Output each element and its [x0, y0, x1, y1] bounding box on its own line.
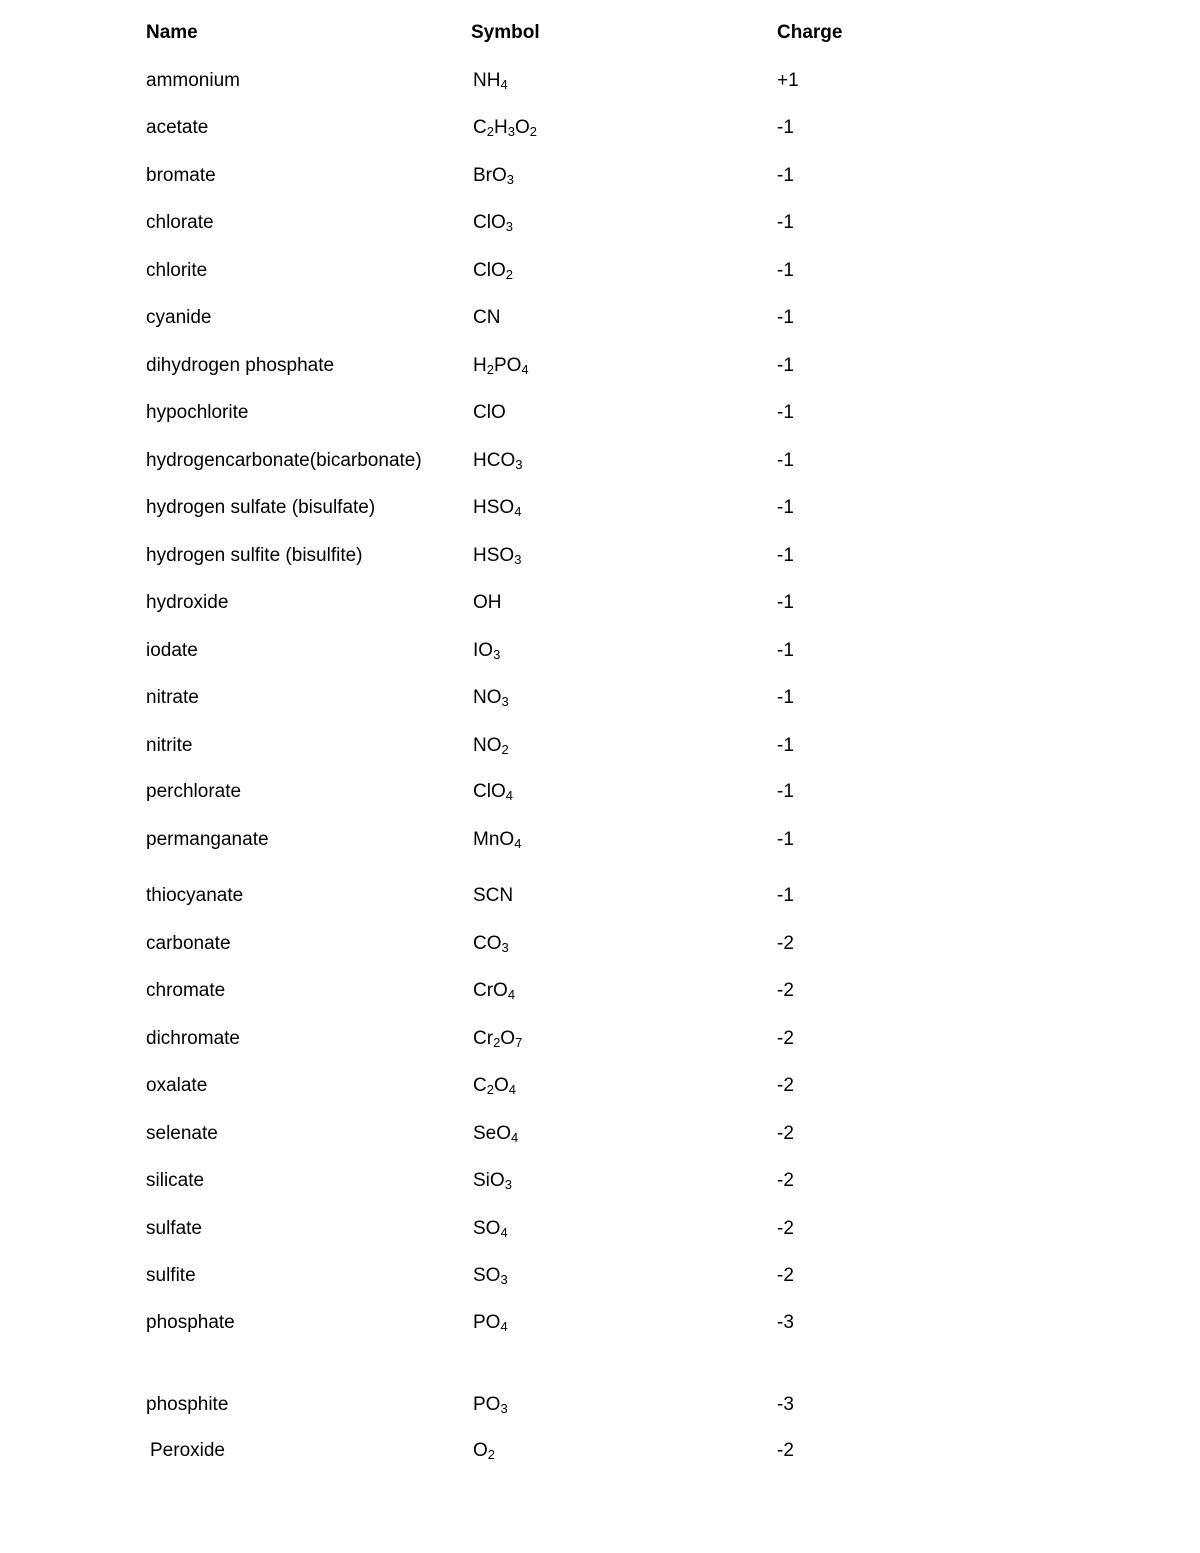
table-row — [0, 256, 1200, 286]
ion-name: chlorite — [146, 260, 208, 281]
ion-symbol — [473, 881, 513, 911]
symbol-text: PO — [473, 1394, 501, 1415]
ion-name: hydrogen sulfite (bisulfite) — [146, 545, 363, 566]
symbol-text: C — [473, 117, 487, 138]
symbol-text: HSO — [473, 497, 515, 518]
ion-name: sulfate — [146, 1218, 202, 1239]
symbol-subscript: 4 — [511, 1130, 519, 1145]
table-row — [0, 1119, 1200, 1149]
ion-charge: -2 — [777, 1123, 794, 1144]
ion-symbol — [473, 1024, 522, 1054]
table-row — [0, 731, 1200, 761]
symbol-text: ClO — [473, 260, 506, 281]
symbol-subscript: 2 — [505, 267, 513, 282]
symbol-subscript: 7 — [515, 1035, 523, 1050]
symbol-text: SeO — [473, 1123, 512, 1144]
ion-symbol — [473, 493, 521, 523]
ion-charge: -2 — [777, 1170, 794, 1191]
ion-charge: -1 — [777, 355, 794, 376]
table-row — [0, 825, 1200, 855]
table-row — [0, 1214, 1200, 1244]
symbol-text: NH — [473, 70, 501, 91]
ion-symbol — [473, 1119, 518, 1149]
table-row — [0, 881, 1200, 911]
table-row — [0, 1166, 1200, 1196]
table-row — [0, 541, 1200, 571]
symbol-text: MnO — [473, 829, 515, 850]
symbol-text: ClO — [473, 212, 506, 233]
ion-symbol — [473, 161, 514, 191]
ion-symbol — [473, 1071, 516, 1101]
ion-name: Peroxide — [150, 1440, 225, 1461]
symbol-subscript: 3 — [501, 940, 509, 955]
ion-name: dichromate — [146, 1028, 240, 1049]
ion-charge: -1 — [777, 497, 794, 518]
table-row — [0, 446, 1200, 476]
symbol-text: PO — [473, 1312, 501, 1333]
symbol-subscript: 4 — [514, 836, 522, 851]
symbol-text: BrO — [473, 165, 507, 186]
ion-symbol — [473, 777, 513, 807]
charge-column-header: Charge — [777, 22, 843, 43]
ion-charge: -1 — [777, 885, 794, 906]
symbol-text: Cr — [473, 1028, 494, 1049]
symbol-subscript: 3 — [493, 647, 501, 662]
table-row — [0, 1024, 1200, 1054]
ion-name: iodate — [146, 640, 198, 661]
table-row — [0, 113, 1200, 143]
table-row — [0, 1071, 1200, 1101]
symbol-text: ClO — [473, 781, 506, 802]
ion-name: dihydrogen phosphate — [146, 355, 335, 376]
ion-name: oxalate — [146, 1075, 208, 1096]
symbol-subscript: 2 — [486, 124, 494, 139]
ion-name: acetate — [146, 117, 209, 138]
ion-name: chlorate — [146, 212, 214, 233]
ion-charge: -2 — [777, 980, 794, 1001]
ion-name: hypochlorite — [146, 402, 249, 423]
symbol-subscript: 4 — [505, 788, 513, 803]
symbol-text: PO — [493, 355, 522, 376]
symbol-text: CO — [473, 933, 502, 954]
symbol-text: H — [493, 117, 508, 138]
ion-symbol — [473, 1390, 508, 1420]
symbol-text: SO — [473, 1218, 501, 1239]
ion-symbol — [473, 1261, 508, 1291]
symbol-column-header: Symbol — [471, 22, 540, 43]
ion-charge: -2 — [777, 1218, 794, 1239]
symbol-subscript: 3 — [507, 124, 515, 139]
ion-charge: -2 — [777, 1075, 794, 1096]
ion-charge: -1 — [777, 545, 794, 566]
ion-charge: -1 — [777, 117, 794, 138]
ion-name: thiocyanate — [146, 885, 244, 906]
table-row — [0, 398, 1200, 428]
symbol-text: ClO — [473, 402, 506, 423]
symbol-subscript: 4 — [514, 504, 522, 519]
ion-symbol — [473, 976, 515, 1006]
ion-symbol — [473, 256, 513, 286]
ion-charge: -1 — [777, 640, 794, 661]
symbol-text: H — [473, 355, 487, 376]
ion-name: silicate — [146, 1170, 205, 1191]
ion-charge: -1 — [777, 307, 794, 328]
symbol-subscript: 2 — [486, 362, 494, 377]
symbol-text: HSO — [473, 545, 515, 566]
ion-name: perchlorate — [146, 781, 242, 802]
ion-charge: -1 — [777, 260, 794, 281]
ion-name: nitrite — [146, 735, 193, 756]
ion-charge: -2 — [777, 1265, 794, 1286]
symbol-subscript: 2 — [486, 1082, 494, 1097]
ion-symbol — [473, 303, 500, 333]
symbol-text: HCO — [473, 450, 516, 471]
ion-symbol — [473, 541, 521, 571]
symbol-subscript: 4 — [500, 1319, 508, 1334]
ion-symbol — [473, 731, 509, 761]
ion-symbol — [473, 1436, 495, 1466]
symbol-subscript: 4 — [500, 1225, 508, 1240]
ion-charge: -1 — [777, 592, 794, 613]
ion-symbol — [473, 1166, 512, 1196]
ion-symbol — [473, 446, 522, 476]
ion-symbol — [473, 113, 537, 143]
ion-symbol — [473, 1214, 508, 1244]
ion-name: cyanide — [146, 307, 212, 328]
symbol-subscript: 4 — [500, 77, 508, 92]
symbol-text: NO — [473, 687, 502, 708]
table-row — [0, 1390, 1200, 1420]
symbol-text: O — [473, 1440, 488, 1461]
ion-name: hydroxide — [146, 592, 229, 613]
name-column-header: Name — [146, 22, 198, 43]
symbol-text: C — [473, 1075, 487, 1096]
symbol-text: IO — [473, 640, 494, 661]
table-row — [0, 683, 1200, 713]
symbol-text: CN — [473, 307, 501, 328]
ion-charge: -1 — [777, 450, 794, 471]
ion-charge: +1 — [777, 70, 799, 91]
table-row — [0, 493, 1200, 523]
ion-name: bromate — [146, 165, 216, 186]
ion-symbol — [473, 398, 506, 428]
ion-charge: -1 — [777, 212, 794, 233]
ion-charge: -1 — [777, 687, 794, 708]
table-row — [0, 161, 1200, 191]
ion-charge: -2 — [777, 933, 794, 954]
symbol-subscript: 4 — [521, 362, 529, 377]
symbol-text: O — [493, 1075, 509, 1096]
ion-name: permanganate — [146, 829, 269, 850]
symbol-subscript: 3 — [500, 1401, 508, 1416]
symbol-subscript: 3 — [504, 1177, 512, 1192]
ion-symbol — [473, 825, 521, 855]
symbol-subscript: 3 — [515, 457, 523, 472]
ion-charge: -3 — [777, 1312, 794, 1333]
ion-name: sulfite — [146, 1265, 196, 1286]
table-row — [0, 66, 1200, 96]
ion-charge: -1 — [777, 781, 794, 802]
ion-charge: -2 — [777, 1028, 794, 1049]
ion-symbol — [473, 683, 509, 713]
table-row — [0, 208, 1200, 238]
ion-symbol — [473, 636, 500, 666]
symbol-text: SO — [473, 1265, 501, 1286]
table-row — [0, 351, 1200, 381]
ion-name: ammonium — [146, 70, 240, 91]
symbol-text: O — [514, 117, 530, 138]
symbol-subscript: 3 — [506, 172, 515, 187]
ion-symbol — [473, 929, 509, 959]
table-row — [0, 1308, 1200, 1338]
symbol-subscript: 2 — [493, 1035, 501, 1050]
ion-charge: -1 — [777, 165, 794, 186]
table-row — [0, 588, 1200, 618]
symbol-text: O — [500, 1028, 516, 1049]
ion-symbol — [473, 66, 508, 96]
ion-name: hydrogencarbonate(bicarbonate) — [146, 450, 422, 471]
table-row — [0, 1436, 1200, 1466]
symbol-text: SiO — [473, 1170, 505, 1191]
ion-symbol — [473, 208, 513, 238]
ion-symbol — [473, 351, 529, 381]
table-row — [0, 636, 1200, 666]
symbol-subscript: 3 — [500, 1272, 508, 1287]
symbol-subscript: 2 — [529, 124, 537, 139]
ion-charge: -1 — [777, 735, 794, 756]
ion-name: phosphate — [146, 1312, 235, 1333]
symbol-subscript: 3 — [514, 552, 522, 567]
symbol-subscript: 2 — [487, 1447, 496, 1462]
table-row — [0, 929, 1200, 959]
ion-charge: -1 — [777, 402, 794, 423]
symbol-subscript: 4 — [508, 1082, 516, 1097]
ion-charge: -1 — [777, 829, 794, 850]
table-row — [0, 303, 1200, 333]
table-header-row — [0, 18, 1200, 48]
ion-symbol — [473, 1308, 508, 1338]
ion-name: carbonate — [146, 933, 231, 954]
ion-name: chromate — [146, 980, 226, 1001]
table-row — [0, 777, 1200, 807]
ion-name: nitrate — [146, 687, 199, 708]
ion-name: phosphite — [146, 1394, 229, 1415]
ion-name: hydrogen sulfate (bisulfate) — [146, 497, 376, 518]
symbol-subscript: 4 — [507, 987, 516, 1002]
table-row — [0, 976, 1200, 1006]
symbol-text: SCN — [473, 885, 514, 906]
symbol-text: CrO — [473, 980, 508, 1001]
symbol-text: OH — [473, 592, 502, 613]
ion-charge: -3 — [777, 1394, 794, 1415]
table-row — [0, 1261, 1200, 1291]
symbol-subscript: 3 — [501, 694, 509, 709]
ion-symbol — [473, 588, 502, 618]
ion-name: selenate — [146, 1123, 218, 1144]
ion-charge: -2 — [777, 1440, 794, 1461]
symbol-subscript: 2 — [501, 742, 509, 757]
symbol-text: NO — [473, 735, 502, 756]
symbol-subscript: 3 — [505, 219, 513, 234]
